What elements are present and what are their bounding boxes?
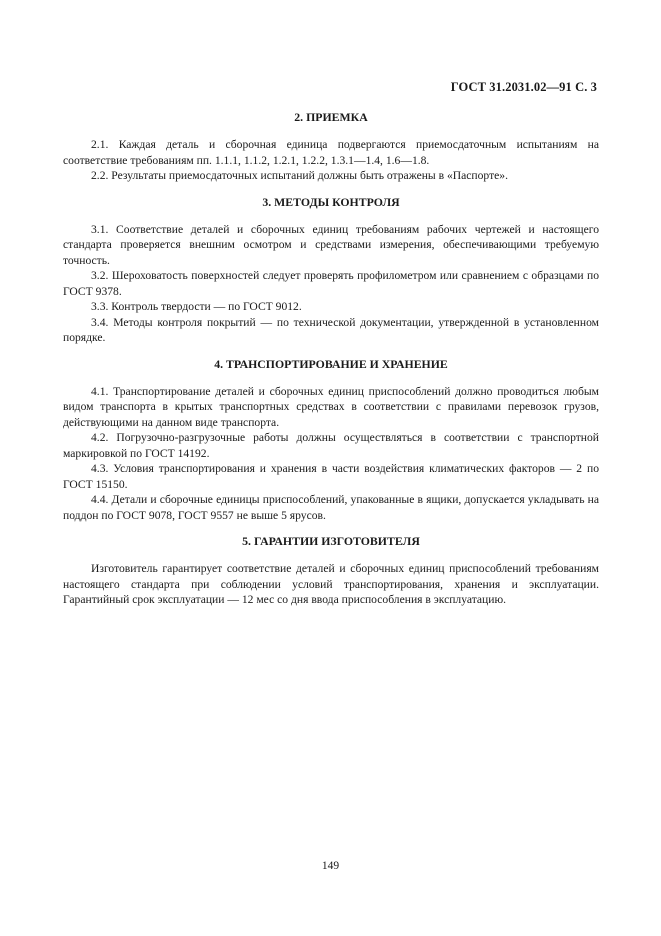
paragraph: 2.1. Каждая деталь и сборочная единица подвергаются приемосдаточным испытаниям на соответствие требованиям пп. 1.1.1, 1.1.2, 1.2.1, 1.2.2, 1.3.1—1.4, 1.6—1.8. bbox=[63, 138, 599, 167]
paragraph: 4.2. Погрузочно-разгрузочные работы должны осуществляться в соответствии с транспортной маркировкой по ГОСТ 14192. bbox=[63, 431, 599, 460]
page-number: 149 bbox=[321, 860, 340, 872]
section-manufacturer-warranty bbox=[63, 534, 599, 608]
section-transport-storage bbox=[63, 357, 599, 524]
section-title: 5. ГАРАНТИИ ИЗГОТОВИТЕЛЯ bbox=[242, 534, 420, 548]
document-header: ГОСТ 31.2031.02—91 С. 3 bbox=[450, 80, 597, 94]
paragraph: 4.3. Условия транспортирования и хранения в части воздействия климатических факторов — 2 по ГОСТ 15150. bbox=[63, 462, 599, 491]
paragraph: 2.2. Результаты приемосдаточных испытаний должны быть отражены в «Паспорте». bbox=[91, 169, 508, 182]
paragraph: 3.2. Шероховатость поверхностей следует проверять профилометром или сравнением с образцами по ГОСТ 9378. bbox=[63, 269, 599, 298]
section-acceptance bbox=[63, 110, 599, 184]
paragraph: 3.3. Контроль твердости — по ГОСТ 9012. bbox=[91, 300, 302, 313]
section-title: 4. ТРАНСПОРТИРОВАНИЕ И ХРАНЕНИЕ bbox=[214, 356, 448, 371]
paragraph: 3.1. Соответствие деталей и сборочных единиц требованиям рабочих чертежей и настоящего стандарта проверяется внешним осмотром и средствами измерения, обеспечивающими требуемую точность. bbox=[63, 222, 599, 267]
section-title: 3. МЕТОДЫ КОНТРОЛЯ bbox=[262, 194, 400, 209]
paragraph: 4.4. Детали и сборочные единицы приспособлений, упакованные в ящики, допускается укладывать на поддон по ГОСТ 9078, ГОСТ 9557 не выше 5 ярусов. bbox=[63, 493, 599, 522]
paragraph: Изготовитель гарантирует соответствие деталей и сборочных единиц приспособлений требованиям настоящего стандарта при соблюдении условий транспортирования, хранения и эксплуатации. Гарантийный срок эксплуатации — 12 мес со дня ввода приспособления в эксплуатацию. bbox=[63, 562, 599, 606]
section-control-methods bbox=[63, 195, 599, 346]
paragraph: 4.1. Транспортирование деталей и сборочных единиц приспособлений должно проводиться любым видом транспорта в крытых транспортных средствах в соответствии с правилами перевозок грузов, действующими на данном виде транспорта. bbox=[63, 384, 599, 429]
paragraph: 3.4. Методы контроля покрытий — по технической документации, утвержденной в установленном порядке. bbox=[63, 315, 599, 344]
document-body bbox=[63, 110, 599, 608]
section-title: 2. ПРИЕМКА bbox=[294, 110, 368, 124]
